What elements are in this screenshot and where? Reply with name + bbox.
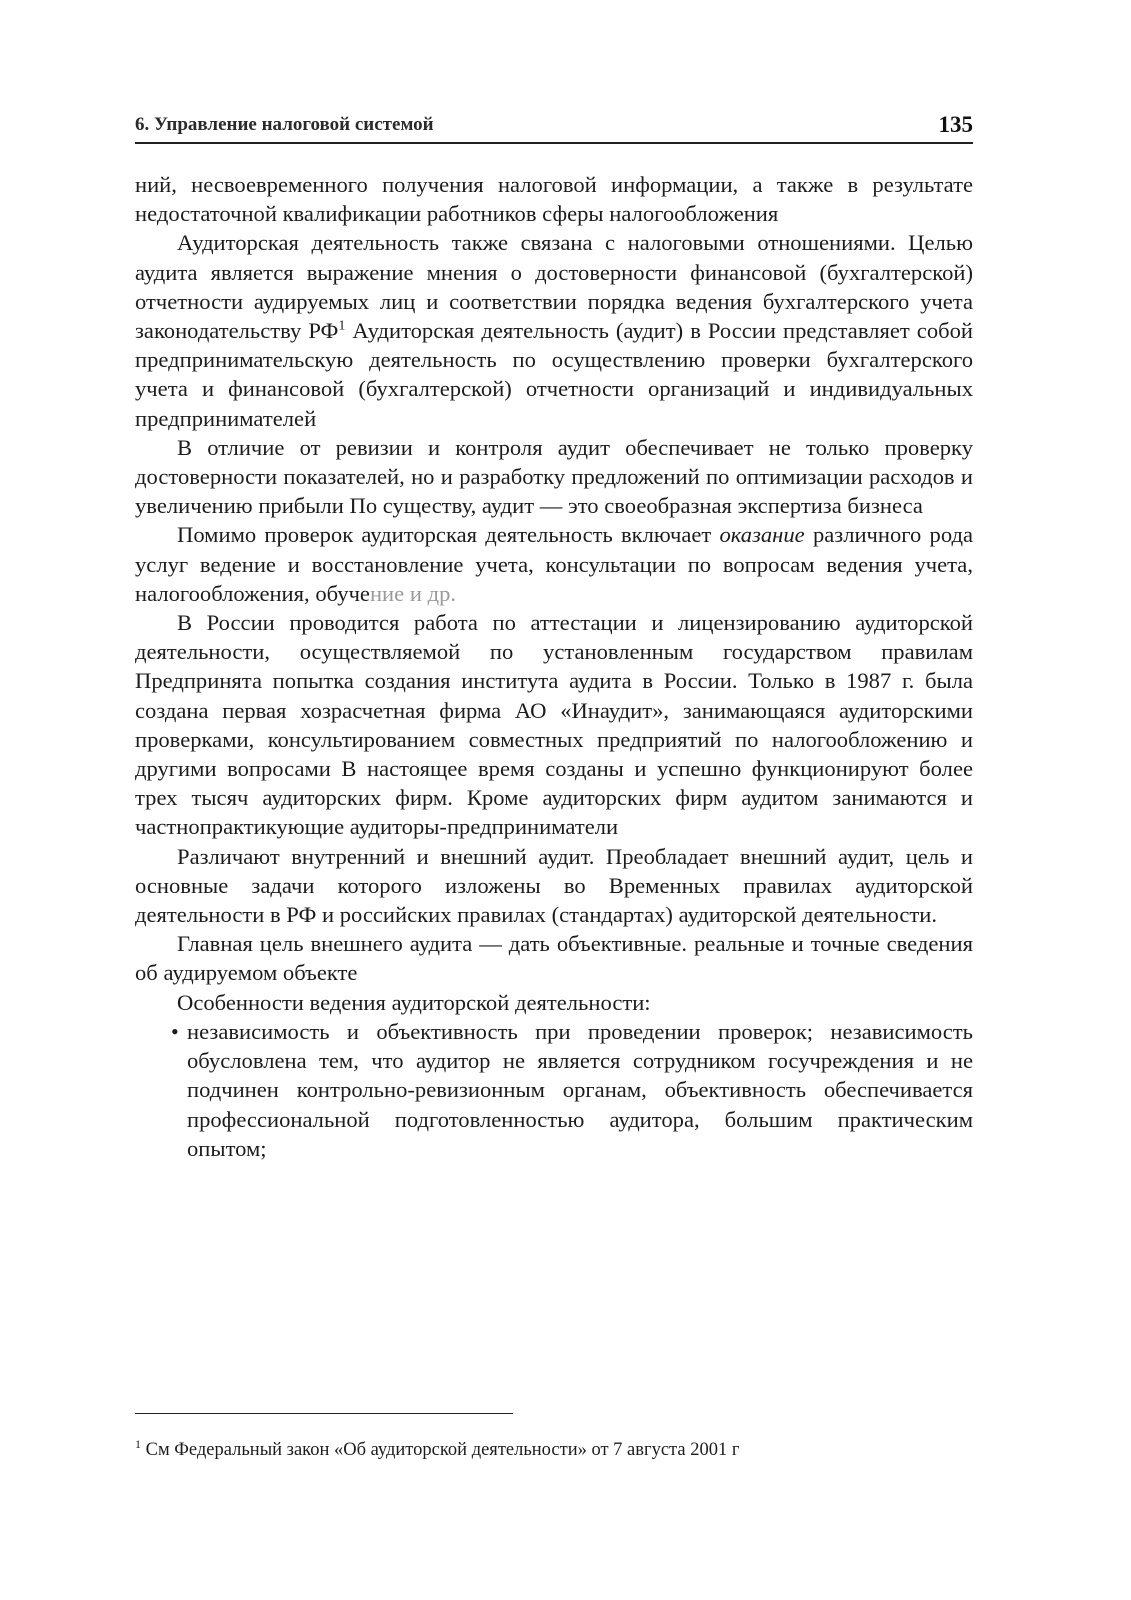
paragraph-1: ний, несвоевременного получения налоговой информации, а также в результате недостаточной квалификации работников сферы налогообложения [135,172,973,227]
paragraph-6: Различают внутренний и внешний аудит. Преобладает внешний аудит, цель и основные задачи которого изложены во Временных правилах аудиторской деятельности в РФ и российских правилах (стандартах) аудиторской деятельности. [135,843,973,928]
footnote-divider [135,1413,513,1414]
footnote-marker: 1 [135,1437,141,1451]
running-header [135,112,973,144]
footnote-text: См Федеральный закон «Об аудиторской деятельности» от 7 августа 2001 г [141,1440,740,1461]
paragraph-4-faded: ние и др. [369,580,457,606]
paragraph-4-middle: различного рода услуг ведение и восстановление учета, консультации по вопросам ведения учета, налогообложения, обуче [135,522,973,606]
paragraph-4 [135,520,973,608]
footnote [135,1432,973,1462]
page-number: 135 [938,112,973,137]
main-text [135,170,973,1163]
footnote-reference[interactable]: 1 [338,318,346,334]
chapter-title: 6. Управление налоговой системой [135,114,434,135]
bullet-icon: • [171,1018,179,1044]
features-list [135,1017,973,1163]
paragraph-2-main: Аудиторская деятельность также связана с налоговыми отношениями. Целью аудита является выражение мнения о достоверности финансовой (бухгалтерской) отчетности аудируемых лиц и соответствии порядка ведения бухгалтерского учета законодательству РФ [135,230,973,344]
list-item-text: независимость и объективность при проведении проверок; независимость обусловлена тем, что аудитор не является сотрудником госучреждения и не подчинен контрольно-ревизионным органам, объективность обеспечивается профессиональной подготовленностью аудитора, большим практическим опытом; [187,1018,973,1161]
paragraph-5: В России проводится работа по аттестации и лицензированию аудиторской деятельности, осуществляемой по установленным государством правилам Предпринята попытка создания института аудита в России. Только в 1987 г. была создана первая хозрасчетная фирма АО «Инаудит», занимающаяся аудиторскими проверками, консультированием совместных предприятий по налогообложению и другими вопросами В настоящее время созданы и успешно функционируют более трех тысяч аудиторских фирм. Кроме аудиторских фирм аудитом занимаются и частнопрактикующие аудиторы-предприниматели [135,610,973,840]
paragraph-8: Особенности ведения аудиторской деятельности: [177,989,651,1015]
paragraph-3: В отличие от ревизии и контроля аудит обеспечивает не только проверку достоверности показателей, но и разработку предложений по оптимизации расходов и увеличению прибыли По существу, аудит — это своеобразная экспертиза бизнеса [135,434,973,519]
paragraph-4-italic: оказание [719,522,805,548]
paragraph-7: Главная цель внешнего аудита — дать объективные. реальные и точные сведения об аудируемом объекте [135,931,973,986]
list-item [135,1017,973,1163]
paragraph-2 [135,228,973,432]
paragraph-2-rest: Аудиторская деятельность (аудит) в России представляет собой предпринимательскую деятельность по осуществлению проверки бухгалтерского учета и финансовой (бухгалтерской) отчетности организаций и индивидуальных предпринимателей [135,318,973,431]
paragraph-4-start: Помимо проверок аудиторская деятельность включает [177,522,720,548]
